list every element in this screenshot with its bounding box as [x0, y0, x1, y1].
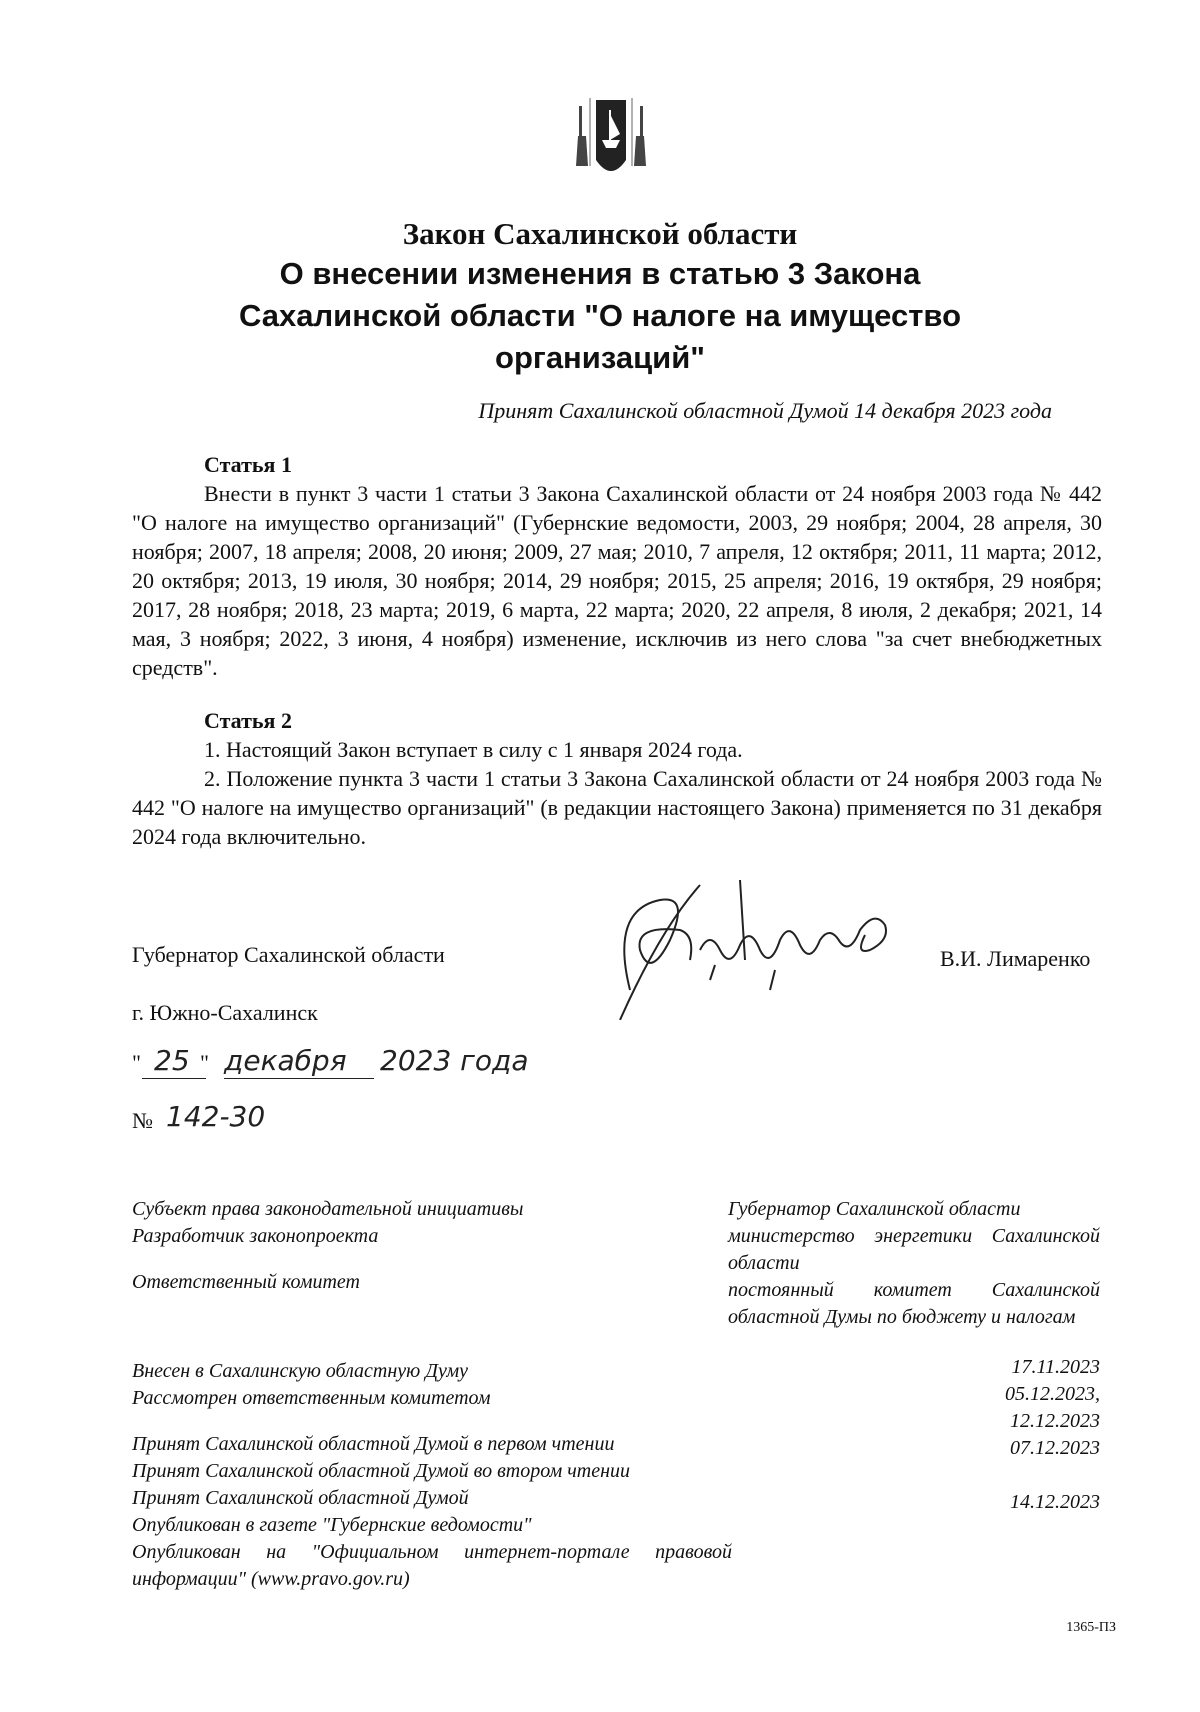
date-adopted: 14.12.2023	[1010, 1491, 1100, 1513]
value-committee: постоянный комитет Сахалинской областной Думы по бюджету и налогам	[728, 1279, 1100, 1328]
label-published-portal: Опубликован на "Официальном интернет-портале правовой информации" (www.pravo.gov.ru)	[132, 1541, 732, 1590]
metadata-values	[728, 1196, 1100, 1331]
label-submitted: Внесен в Сахалинскую областную Думу	[132, 1360, 469, 1382]
label-second-reading: Принят Сахалинской областной Думой во втором чтении	[132, 1460, 631, 1482]
date-month: декабря	[224, 1044, 347, 1077]
title-line-3: Сахалинской области "О налоге на имущество	[238, 298, 962, 333]
handwritten-signature	[600, 870, 910, 1020]
label-reviewed: Рассмотрен ответственным комитетом	[132, 1387, 491, 1409]
number-value: 142-30	[166, 1100, 266, 1133]
article-1-heading: Статья 1	[204, 452, 292, 477]
document-code: 1365-ПЗ	[1066, 1620, 1116, 1635]
label-adopted: Принят Сахалинской областной Думой	[132, 1487, 469, 1509]
article-2-heading: Статья 2	[204, 708, 292, 733]
article-2	[132, 706, 1102, 851]
signatory-position: Губернатор Сахалинской области	[132, 942, 445, 967]
title-line-1: Закон Сахалинской области	[402, 216, 798, 251]
date-reviewed-1: 05.12.2023,	[1005, 1383, 1100, 1405]
date-reviewed-2: 12.12.2023	[1010, 1410, 1100, 1432]
date-quote-close: "	[200, 1050, 209, 1075]
value-developer: министерство энергетики Сахалинской области	[728, 1225, 1100, 1274]
date-first-reading: 07.12.2023	[1010, 1437, 1100, 1459]
document-title	[0, 216, 1200, 378]
date-day: 25	[154, 1044, 190, 1077]
signatory-name: В.И. Лимаренко	[940, 946, 1091, 971]
coat-of-arms-icon	[576, 96, 646, 188]
label-published-newspaper: Опубликован в газете "Губернские ведомости"	[132, 1514, 532, 1536]
law-number	[132, 1100, 372, 1144]
adoption-note: Принят Сахалинской областной Думой 14 декабря 2023 года	[478, 398, 1052, 423]
article-2-paragraph-2: 2. Положение пункта 3 части 1 статьи 3 Закона Сахалинской области от 24 ноября 2003 года № 442 "О налоге на имущество организаций" (в редакции настоящего Закона) применяется по 31 декабря 2024 года включительно.	[132, 766, 1102, 849]
date-year: 2023 года	[380, 1044, 529, 1077]
title-line-2: О внесении изменения в статью 3 Закона	[279, 256, 921, 291]
metadata-labels	[132, 1196, 732, 1593]
label-committee: Ответственный комитет	[132, 1271, 360, 1293]
title-line-4: организаций"	[495, 340, 705, 375]
metadata-dates	[880, 1354, 1100, 1516]
value-initiator: Губернатор Сахалинской области	[728, 1198, 1021, 1220]
article-2-paragraph-1: 1. Настоящий Закон вступает в силу с 1 января 2024 года.	[204, 737, 743, 762]
date-submitted: 17.11.2023	[1011, 1356, 1100, 1378]
signing-date	[132, 1044, 572, 1088]
article-1-text: Внести в пункт 3 части 1 статьи 3 Закона Сахалинской области от 24 ноября 2003 года № 442 "О налоге на имущество организаций" (Губернские ведомости, 2003, 29 ноября; 2004, 28 апреля, 30 ноября; 2007, 18 апреля; 2008, 20 июня; 2009, 27 мая; 2010, 7 апреля, 12 октября; 2011, 11 марта; 2012, 20 октября; 2013, 19 июля, 30 ноября; 2014, 29 ноября; 2015, 25 апреля; 2016, 19 октября, 29 ноября; 2017, 28 ноября; 2018, 23 марта; 2019, 6 марта, 22 марта; 2020, 22 апреля, 8 июля, 2 декабря; 2021, 14 мая, 3 ноября; 2022, 3 июня, 4 ноября) изменение, исключив из него слова "за счет внебюджетных средств".	[132, 481, 1102, 680]
label-developer: Разработчик законопроекта	[132, 1225, 379, 1247]
label-initiator: Субъект права законодательной инициативы	[132, 1198, 524, 1220]
date-quote-open: "	[132, 1050, 141, 1075]
article-1	[132, 450, 1102, 682]
number-prefix: №	[132, 1108, 153, 1133]
signing-city: г. Южно-Сахалинск	[132, 1000, 318, 1025]
label-first-reading: Принят Сахалинской областной Думой в первом чтении	[132, 1433, 615, 1455]
